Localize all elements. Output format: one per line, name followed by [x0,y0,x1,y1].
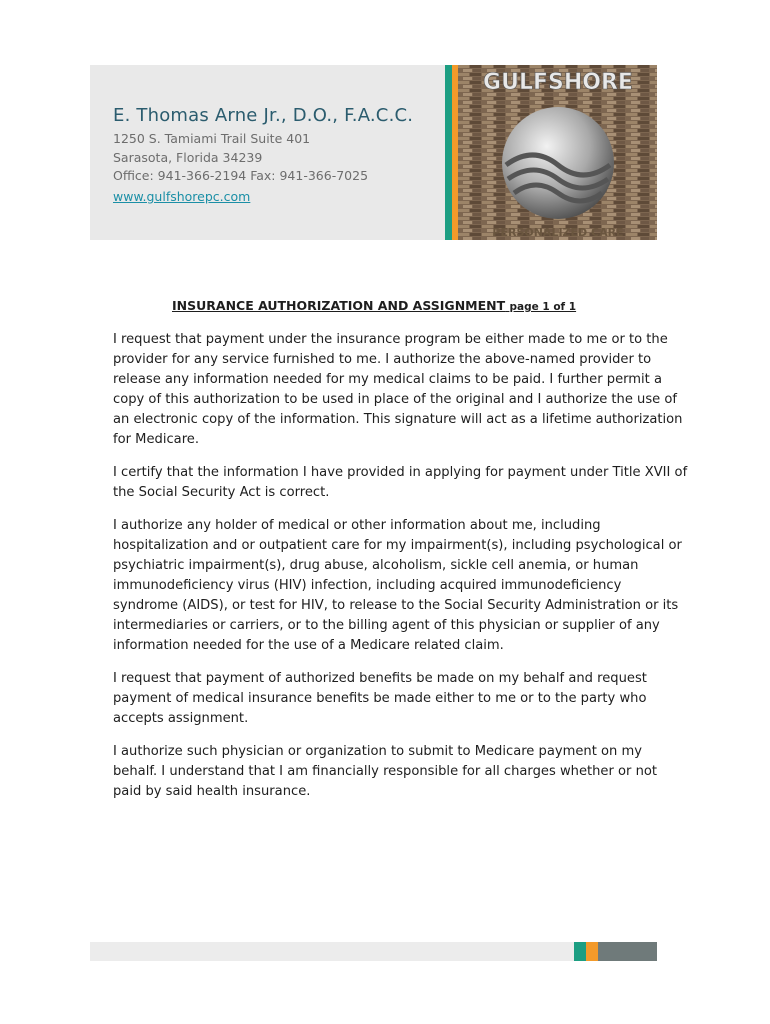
accent-stripe-teal [445,65,452,240]
paragraph-certification: I certify that the information I have provided in applying for payment under Title XVII of the Social Security Act is correct. [113,465,688,500]
footer-accent-orange [586,942,598,961]
paragraph-payment-request: I request that payment under the insurance program be either made to me or to the provider for any service furnished to me. I authorize the above-named provider to release any information needed for my medical claims to be paid. I further permit a copy of this authorization to be used in place of the original and I authorize the use of an electronic copy of the information. This signature will act as a lifetime authorization for Medicare. [113,332,683,447]
gulfshore-logo [458,65,657,240]
footer-accent-teal [574,942,586,961]
practice-contact-block [113,105,413,206]
document-title-text: INSURANCE AUTHORIZATION AND ASSIGNMENT [172,298,506,313]
paragraph-financial-responsibility: I authorize such physician or organization to submit to Medicare payment on my behalf. I understand that I am financially responsible for all charges whether or not paid by said health insurance. [113,744,658,799]
footer-bar [90,942,574,961]
address-line-1: 1250 S. Tamiami Trail Suite 401 [113,131,311,146]
footer-accent-gray [598,942,657,961]
document-title [172,298,576,313]
doctor-name: E. Thomas Arne Jr., D.O., F.A.C.C. [113,105,414,126]
paragraph-release-authorization: I authorize any holder of medical or other information about me, including hospitalization and or outpatient care for my impairment(s), including psychological or psychiatric impairment(s), drug abuse, alcoholism, sickle cell anemia, or human immunodeficiency virus (HIV) infection, including acquired immunodeficiency syndrome (AIDS), or test for HIV, to release to the Social Security Administration or its intermediaries or carriers, or to the billing agent of this physician or supplier of any information needed for the use of a Medicare related claim. [113,518,682,653]
address-line-2: Sarasota, Florida 34239 [113,149,263,165]
website-link[interactable]: www.gulfshorepc.com [113,188,251,204]
logo-title: GULFSHORE [483,70,633,95]
phone-fax-line: Office: 941-366-2194 Fax: 941-366-7025 [113,168,369,183]
logo-tagline: PERSONALIZED CARE [492,226,624,239]
page-indicator: page 1 of 1 [509,301,577,313]
document-body [113,330,688,815]
paragraph-benefits-assignment: I request that payment of authorized benefits be made on my behalf and request payment of medical insurance benefits be made either to me or to the party who accepts assignment. [113,671,647,726]
